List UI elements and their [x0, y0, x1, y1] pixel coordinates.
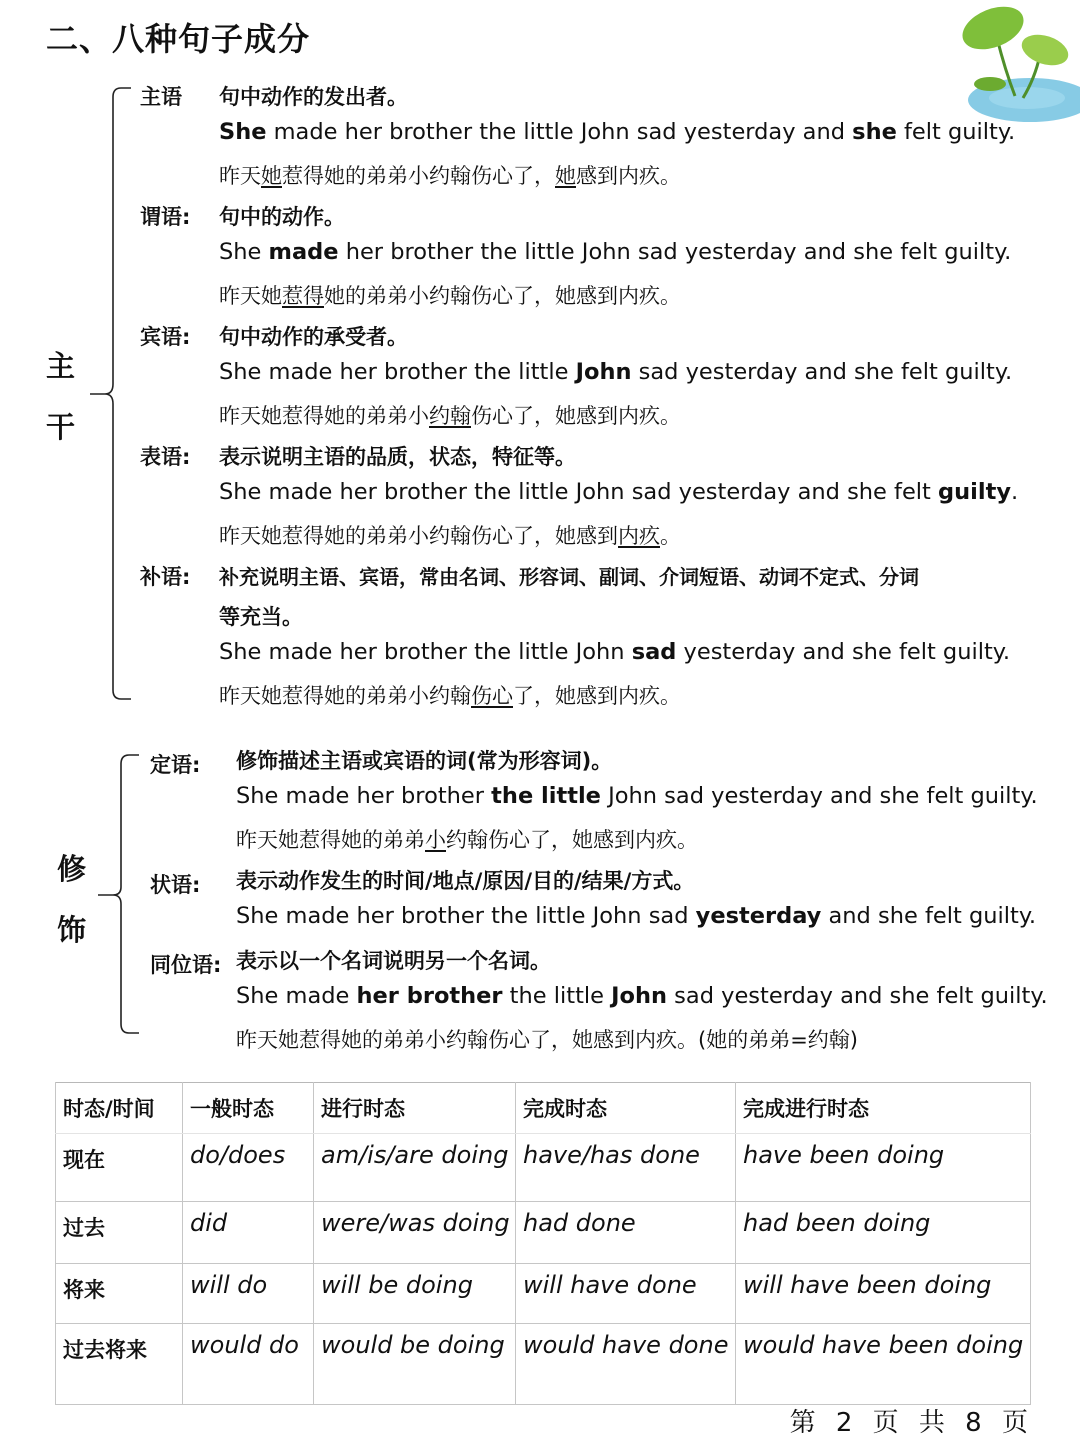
table-row-header: 将来	[56, 1264, 183, 1324]
table-cell: am/is/are doing	[314, 1134, 516, 1202]
table-cell: have been doing	[736, 1134, 1031, 1202]
subject-definition: 句中动作的发出者。	[219, 85, 408, 109]
attributive-example-cn: 昨天她惹得她的弟弟小约翰伤心了，她感到内疚。	[236, 828, 698, 852]
adverbial-example-en: She made her brother the little John sad yesterday and she felt guilty.	[236, 903, 1037, 929]
predicate-example-en: She made her brother the little John sad yesterday and she felt guilty.	[219, 239, 1012, 265]
predicate-example-cn: 昨天她惹得她的弟弟小约翰伤心了，她感到内疚。	[219, 284, 681, 308]
table-cell: will do	[183, 1264, 314, 1324]
table-cell: had done	[516, 1202, 736, 1264]
page-title: 二、八种句子成分	[46, 20, 311, 58]
predicate-label: 谓语:	[140, 205, 191, 229]
adverbial-label: 状语:	[150, 873, 201, 897]
table-header-cell: 时态/时间	[56, 1083, 183, 1134]
table-cell: will have been doing	[736, 1264, 1031, 1324]
table-cell: will have done	[516, 1264, 736, 1324]
table-row-header: 现在	[56, 1134, 183, 1202]
table-cell: did	[183, 1202, 314, 1264]
subject-example-cn: 昨天她惹得她的弟弟小约翰伤心了，她感到内疚。	[219, 164, 681, 188]
predicate-definition: 句中的动作。	[219, 205, 345, 229]
complement-example-cn: 昨天她惹得她的弟弟小约翰伤心了，她感到内疚。	[219, 684, 681, 708]
table-row	[56, 1202, 1031, 1264]
object-example-cn: 昨天她惹得她的弟弟小约翰伤心了，她感到内疚。	[219, 404, 681, 428]
predicative-label: 表语:	[140, 445, 191, 469]
table-cell: would be doing	[314, 1324, 516, 1405]
predicative-example-cn: 昨天她惹得她的弟弟小约翰伤心了，她感到内疚。	[219, 524, 681, 548]
main-group-label-2: 干	[46, 410, 76, 444]
lotus-leaf-1	[956, 0, 1030, 58]
lotus-leaf-3	[974, 77, 1006, 91]
complement-label: 补语:	[140, 565, 191, 589]
table-cell: do/does	[183, 1134, 314, 1202]
main-group-brace	[0, 0, 140, 1060]
subject-label: 主语	[140, 85, 182, 109]
modifier-group-brace	[98, 755, 139, 1033]
object-label: 宾语:	[140, 325, 191, 349]
tense-table	[55, 1082, 1031, 1405]
table-row	[56, 1134, 1031, 1202]
complement-definition: 补充说明主语、宾语，常由名词、形容词、副词、介词短语、动词不定式、分词	[219, 565, 919, 589]
table-cell: would have been doing	[736, 1324, 1031, 1405]
appositive-example-cn: 昨天她惹得她的弟弟小约翰伤心了，她感到内疚。(她的弟弟=约翰)	[236, 1028, 858, 1052]
table-row	[56, 1324, 1031, 1405]
object-example-en: She made her brother the little John sad yesterday and she felt guilty.	[219, 359, 1013, 385]
table-cell: have/has done	[516, 1134, 736, 1202]
attributive-example-en: She made her brother the little John sad yesterday and she felt guilty.	[236, 783, 1038, 809]
lotus-leaf-2	[1018, 29, 1072, 70]
subject-example-en: She made her brother the little John sad yesterday and she felt guilty.	[219, 119, 1016, 145]
attributive-definition: 修饰描述主语或宾语的词(常为形容词)。	[236, 749, 613, 773]
lotus-leaf-decoration	[955, 0, 1080, 135]
table-header-row	[56, 1083, 1031, 1134]
modifier-group-label-2: 饰	[57, 913, 87, 947]
table-header-cell: 完成时态	[516, 1083, 736, 1134]
page-number: 第 2 页 共 8 页	[789, 1408, 1034, 1438]
complement-definition-cont: 等充当。	[219, 605, 303, 629]
table-cell: will be doing	[314, 1264, 516, 1324]
table-cell: were/was doing	[314, 1202, 516, 1264]
table-cell: would have done	[516, 1324, 736, 1405]
table-cell: had been doing	[736, 1202, 1031, 1264]
predicative-example-en: She made her brother the little John sad yesterday and she felt guilty.	[219, 479, 1019, 505]
table-row-header: 过去	[56, 1202, 183, 1264]
adverbial-definition: 表示动作发生的时间/地点/原因/目的/结果/方式。	[236, 869, 695, 893]
table-header-cell: 进行时态	[314, 1083, 516, 1134]
table-header-cell: 一般时态	[183, 1083, 314, 1134]
appositive-label: 同位语:	[150, 953, 222, 977]
predicative-definition: 表示说明主语的品质，状态，特征等。	[219, 445, 576, 469]
appositive-example-en: She made her brother the little John sad yesterday and she felt guilty.	[236, 983, 1048, 1009]
modifier-group-label-1: 修	[57, 852, 87, 886]
table-row-header: 过去将来	[56, 1324, 183, 1405]
appositive-definition: 表示以一个名词说明另一个名词。	[236, 949, 551, 973]
table-header-cell: 完成进行时态	[736, 1083, 1031, 1134]
attributive-label: 定语:	[150, 753, 201, 777]
main-group-label-1: 主	[46, 349, 76, 383]
complement-example-en: She made her brother the little John sad yesterday and she felt guilty.	[219, 639, 1011, 665]
object-definition: 句中动作的承受者。	[219, 325, 408, 349]
table-cell: would do	[183, 1324, 314, 1405]
table-row	[56, 1264, 1031, 1324]
